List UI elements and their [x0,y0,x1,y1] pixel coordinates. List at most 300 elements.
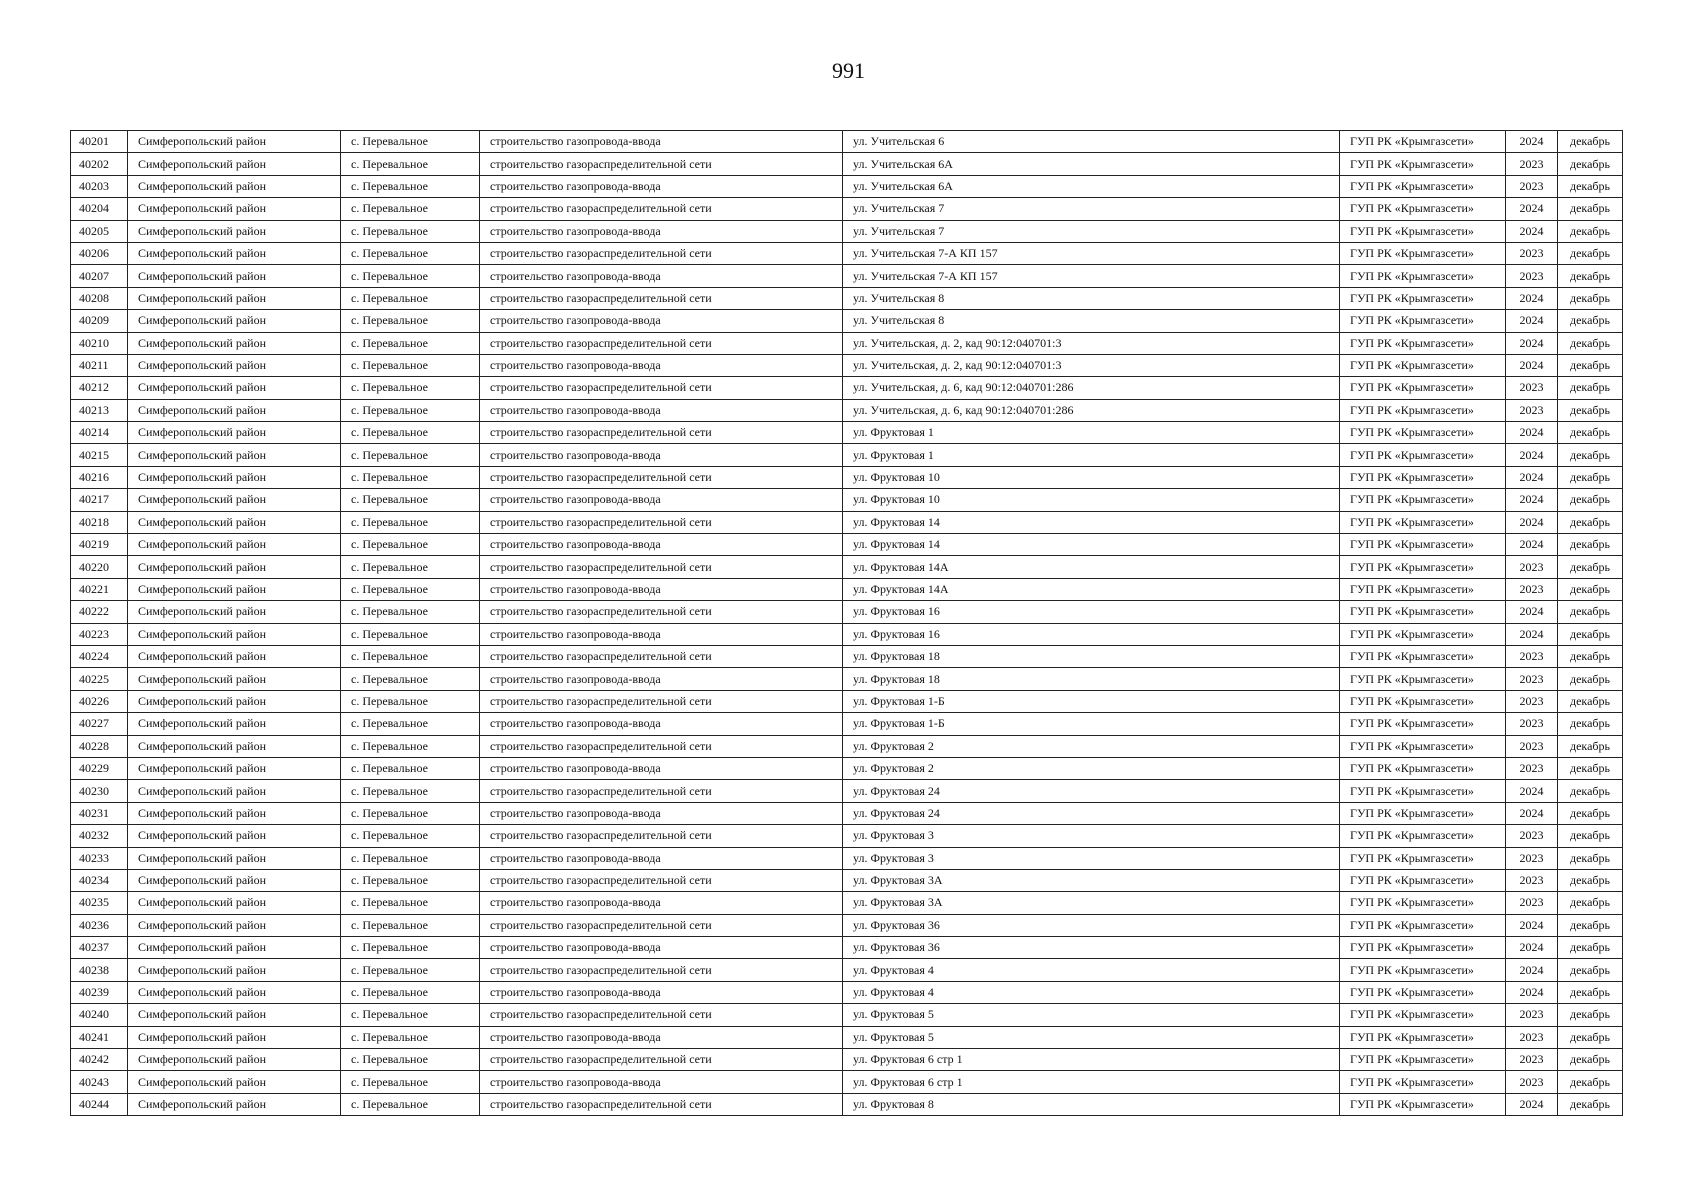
district-cell: Симферопольский район [128,444,341,466]
year-cell: 2024 [1506,601,1558,623]
settlement-cell: с. Перевальное [341,265,480,287]
month-cell: декабрь [1558,1004,1623,1026]
table-row [71,735,1623,757]
settlement-cell: с. Перевальное [341,242,480,264]
settlement-cell: с. Перевальное [341,377,480,399]
address-cell: ул. Фруктовая 3А [843,892,1340,914]
table-body [71,131,1623,1116]
settlement-cell: с. Перевальное [341,981,480,1003]
year-cell: 2023 [1506,556,1558,578]
month-cell: декабрь [1558,534,1623,556]
settlement-cell: с. Перевальное [341,399,480,421]
organization-cell: ГУП РК «Крымгазсети» [1340,623,1506,645]
month-cell: декабрь [1558,511,1623,533]
work-type-cell: строительство газопровода-ввода [480,847,843,869]
address-cell: ул. Учительская 8 [843,310,1340,332]
year-cell: 2023 [1506,668,1558,690]
row-number-cell: 40228 [71,735,128,757]
settlement-cell: с. Перевальное [341,914,480,936]
row-number-cell: 40215 [71,444,128,466]
table-row [71,981,1623,1003]
row-number-cell: 40233 [71,847,128,869]
address-cell: ул. Фруктовая 18 [843,645,1340,667]
district-cell: Симферопольский район [128,399,341,421]
year-cell: 2023 [1506,578,1558,600]
address-cell: ул. Фруктовая 14 [843,511,1340,533]
work-type-cell: строительство газораспределительной сети [480,332,843,354]
row-number-cell: 40226 [71,690,128,712]
table-row [71,713,1623,735]
work-type-cell: строительство газопровода-ввода [480,757,843,779]
month-cell: декабрь [1558,242,1623,264]
settlement-cell: с. Перевальное [341,869,480,891]
organization-cell: ГУП РК «Крымгазсети» [1340,937,1506,959]
work-type-cell: строительство газопровода-ввода [480,220,843,242]
month-cell: декабрь [1558,399,1623,421]
gasification-registry-table [70,130,1623,1116]
settlement-cell: с. Перевальное [341,131,480,153]
month-cell: декабрь [1558,131,1623,153]
table-row [71,175,1623,197]
table-row [71,466,1623,488]
month-cell: декабрь [1558,981,1623,1003]
month-cell: декабрь [1558,623,1623,645]
work-type-cell: строительство газопровода-ввода [480,892,843,914]
year-cell: 2023 [1506,265,1558,287]
settlement-cell: с. Перевальное [341,802,480,824]
year-cell: 2023 [1506,757,1558,779]
address-cell: ул. Фруктовая 1-Б [843,713,1340,735]
row-number-cell: 40203 [71,175,128,197]
month-cell: декабрь [1558,668,1623,690]
settlement-cell: с. Перевальное [341,534,480,556]
address-cell: ул. Фруктовая 3А [843,869,1340,891]
organization-cell: ГУП РК «Крымгазсети» [1340,153,1506,175]
address-cell: ул. Фруктовая 10 [843,466,1340,488]
table-row [71,668,1623,690]
year-cell: 2024 [1506,981,1558,1003]
address-cell: ул. Учительская, д. 6, кад 90:12:040701:286 [843,377,1340,399]
settlement-cell: с. Перевальное [341,1026,480,1048]
row-number-cell: 40240 [71,1004,128,1026]
district-cell: Симферопольский район [128,556,341,578]
district-cell: Симферопольский район [128,377,341,399]
organization-cell: ГУП РК «Крымгазсети» [1340,1071,1506,1093]
month-cell: декабрь [1558,914,1623,936]
district-cell: Симферопольский район [128,489,341,511]
district-cell: Симферопольский район [128,914,341,936]
month-cell: декабрь [1558,802,1623,824]
address-cell: ул. Фруктовая 14А [843,578,1340,600]
settlement-cell: с. Перевальное [341,310,480,332]
work-type-cell: строительство газопровода-ввода [480,802,843,824]
settlement-cell: с. Перевальное [341,444,480,466]
month-cell: декабрь [1558,869,1623,891]
table-row [71,332,1623,354]
row-number-cell: 40208 [71,287,128,309]
organization-cell: ГУП РК «Крымгазсети» [1340,892,1506,914]
organization-cell: ГУП РК «Крымгазсети» [1340,959,1506,981]
table-row [71,937,1623,959]
work-type-cell: строительство газопровода-ввода [480,578,843,600]
year-cell: 2024 [1506,332,1558,354]
year-cell: 2024 [1506,623,1558,645]
table-row [71,578,1623,600]
table-row [71,757,1623,779]
year-cell: 2024 [1506,287,1558,309]
district-cell: Симферопольский район [128,713,341,735]
district-cell: Симферопольский район [128,869,341,891]
settlement-cell: с. Перевальное [341,354,480,376]
organization-cell: ГУП РК «Крымгазсети» [1340,757,1506,779]
organization-cell: ГУП РК «Крымгазсети» [1340,534,1506,556]
district-cell: Симферопольский район [128,601,341,623]
work-type-cell: строительство газораспределительной сети [480,914,843,936]
row-number-cell: 40237 [71,937,128,959]
month-cell: декабрь [1558,287,1623,309]
settlement-cell: с. Перевальное [341,1071,480,1093]
organization-cell: ГУП РК «Крымгазсети» [1340,444,1506,466]
district-cell: Симферопольский район [128,578,341,600]
organization-cell: ГУП РК «Крымгазсети» [1340,601,1506,623]
settlement-cell: с. Перевальное [341,937,480,959]
table-row [71,534,1623,556]
settlement-cell: с. Перевальное [341,757,480,779]
district-cell: Симферопольский район [128,959,341,981]
table-row [71,422,1623,444]
address-cell: ул. Фруктовая 16 [843,601,1340,623]
row-number-cell: 40221 [71,578,128,600]
table-row [71,780,1623,802]
district-cell: Симферопольский район [128,287,341,309]
table-row [71,959,1623,981]
table-row [71,690,1623,712]
table-row [71,220,1623,242]
district-cell: Симферопольский район [128,847,341,869]
address-cell: ул. Учительская 7-А КП 157 [843,242,1340,264]
address-cell: ул. Фруктовая 1 [843,444,1340,466]
settlement-cell: с. Перевальное [341,332,480,354]
year-cell: 2023 [1506,645,1558,667]
work-type-cell: строительство газопровода-ввода [480,1026,843,1048]
district-cell: Симферопольский район [128,825,341,847]
organization-cell: ГУП РК «Крымгазсети» [1340,825,1506,847]
month-cell: декабрь [1558,310,1623,332]
address-cell: ул. Фруктовая 24 [843,780,1340,802]
month-cell: декабрь [1558,959,1623,981]
district-cell: Симферопольский район [128,690,341,712]
month-cell: декабрь [1558,578,1623,600]
work-type-cell: строительство газораспределительной сети [480,422,843,444]
address-cell: ул. Фруктовая 14 [843,534,1340,556]
table-row [71,1093,1623,1115]
organization-cell: ГУП РК «Крымгазсети» [1340,645,1506,667]
work-type-cell: строительство газопровода-ввода [480,310,843,332]
organization-cell: ГУП РК «Крымгазсети» [1340,511,1506,533]
year-cell: 2023 [1506,869,1558,891]
year-cell: 2024 [1506,780,1558,802]
year-cell: 2024 [1506,511,1558,533]
year-cell: 2024 [1506,489,1558,511]
district-cell: Симферопольский район [128,265,341,287]
table-row [71,623,1623,645]
address-cell: ул. Фруктовая 4 [843,959,1340,981]
table-row [71,914,1623,936]
table-row [71,131,1623,153]
address-cell: ул. Учительская 8 [843,287,1340,309]
row-number-cell: 40230 [71,780,128,802]
table-row [71,825,1623,847]
address-cell: ул. Фруктовая 3 [843,847,1340,869]
month-cell: декабрь [1558,601,1623,623]
district-cell: Симферопольский район [128,981,341,1003]
district-cell: Симферопольский район [128,466,341,488]
year-cell: 2024 [1506,1093,1558,1115]
work-type-cell: строительство газораспределительной сети [480,153,843,175]
district-cell: Симферопольский район [128,534,341,556]
work-type-cell: строительство газопровода-ввода [480,937,843,959]
organization-cell: ГУП РК «Крымгазсети» [1340,1004,1506,1026]
organization-cell: ГУП РК «Крымгазсети» [1340,489,1506,511]
organization-cell: ГУП РК «Крымгазсети» [1340,377,1506,399]
district-cell: Симферопольский район [128,310,341,332]
month-cell: декабрь [1558,466,1623,488]
work-type-cell: строительство газопровода-ввода [480,1071,843,1093]
row-number-cell: 40205 [71,220,128,242]
year-cell: 2023 [1506,847,1558,869]
month-cell: декабрь [1558,937,1623,959]
settlement-cell: с. Перевальное [341,780,480,802]
year-cell: 2023 [1506,399,1558,421]
address-cell: ул. Фруктовая 6 стр 1 [843,1071,1340,1093]
month-cell: декабрь [1558,780,1623,802]
work-type-cell: строительство газораспределительной сети [480,287,843,309]
address-cell: ул. Учительская, д. 2, кад 90:12:040701:3 [843,332,1340,354]
year-cell: 2024 [1506,131,1558,153]
work-type-cell: строительство газораспределительной сети [480,198,843,220]
district-cell: Симферопольский район [128,668,341,690]
table-row [71,444,1623,466]
settlement-cell: с. Перевальное [341,556,480,578]
district-cell: Симферопольский район [128,1026,341,1048]
month-cell: декабрь [1558,825,1623,847]
organization-cell: ГУП РК «Крымгазсети» [1340,175,1506,197]
month-cell: декабрь [1558,735,1623,757]
table-row [71,287,1623,309]
row-number-cell: 40204 [71,198,128,220]
row-number-cell: 40218 [71,511,128,533]
month-cell: декабрь [1558,153,1623,175]
district-cell: Симферопольский район [128,757,341,779]
work-type-cell: строительство газораспределительной сети [480,959,843,981]
table-row [71,153,1623,175]
year-cell: 2023 [1506,1026,1558,1048]
district-cell: Симферопольский район [128,242,341,264]
table-row [71,869,1623,891]
row-number-cell: 40229 [71,757,128,779]
month-cell: декабрь [1558,713,1623,735]
organization-cell: ГУП РК «Крымгазсети» [1340,399,1506,421]
row-number-cell: 40207 [71,265,128,287]
year-cell: 2024 [1506,959,1558,981]
address-cell: ул. Фруктовая 4 [843,981,1340,1003]
address-cell: ул. Фруктовая 36 [843,937,1340,959]
year-cell: 2023 [1506,1049,1558,1071]
row-number-cell: 40231 [71,802,128,824]
row-number-cell: 40201 [71,131,128,153]
row-number-cell: 40214 [71,422,128,444]
work-type-cell: строительство газопровода-ввода [480,489,843,511]
address-cell: ул. Фруктовая 1 [843,422,1340,444]
organization-cell: ГУП РК «Крымгазсети» [1340,668,1506,690]
settlement-cell: с. Перевальное [341,1049,480,1071]
settlement-cell: с. Перевальное [341,1093,480,1115]
work-type-cell: строительство газораспределительной сети [480,1004,843,1026]
row-number-cell: 40219 [71,534,128,556]
address-cell: ул. Фруктовая 8 [843,1093,1340,1115]
row-number-cell: 40235 [71,892,128,914]
table-row [71,847,1623,869]
address-cell: ул. Фруктовая 24 [843,802,1340,824]
work-type-cell: строительство газораспределительной сети [480,511,843,533]
address-cell: ул. Учительская, д. 6, кад 90:12:040701:286 [843,399,1340,421]
district-cell: Симферопольский район [128,131,341,153]
address-cell: ул. Учительская 7 [843,220,1340,242]
year-cell: 2024 [1506,198,1558,220]
organization-cell: ГУП РК «Крымгазсети» [1340,981,1506,1003]
row-number-cell: 40234 [71,869,128,891]
year-cell: 2024 [1506,354,1558,376]
organization-cell: ГУП РК «Крымгазсети» [1340,332,1506,354]
row-number-cell: 40238 [71,959,128,981]
work-type-cell: строительство газораспределительной сети [480,690,843,712]
table-row [71,601,1623,623]
row-number-cell: 40241 [71,1026,128,1048]
address-cell: ул. Фруктовая 1-Б [843,690,1340,712]
table-row [71,1026,1623,1048]
settlement-cell: с. Перевальное [341,735,480,757]
year-cell: 2024 [1506,534,1558,556]
district-cell: Симферопольский район [128,175,341,197]
work-type-cell: строительство газопровода-ввода [480,981,843,1003]
organization-cell: ГУП РК «Крымгазсети» [1340,780,1506,802]
work-type-cell: строительство газопровода-ввода [480,175,843,197]
month-cell: декабрь [1558,332,1623,354]
row-number-cell: 40217 [71,489,128,511]
address-cell: ул. Фруктовая 14А [843,556,1340,578]
page-number: 991 [832,58,865,83]
district-cell: Симферопольский район [128,892,341,914]
address-cell: ул. Учительская, д. 2, кад 90:12:040701:3 [843,354,1340,376]
table-row [71,242,1623,264]
work-type-cell: строительство газораспределительной сети [480,377,843,399]
address-cell: ул. Учительская 6А [843,175,1340,197]
address-cell: ул. Фруктовая 6 стр 1 [843,1049,1340,1071]
district-cell: Симферопольский район [128,1071,341,1093]
address-cell: ул. Учительская 7 [843,198,1340,220]
organization-cell: ГУП РК «Крымгазсети» [1340,690,1506,712]
address-cell: ул. Фруктовая 16 [843,623,1340,645]
month-cell: декабрь [1558,1049,1623,1071]
district-cell: Симферопольский район [128,1049,341,1071]
organization-cell: ГУП РК «Крымгазсети» [1340,802,1506,824]
work-type-cell: строительство газораспределительной сети [480,1093,843,1115]
district-cell: Симферопольский район [128,1093,341,1115]
month-cell: декабрь [1558,198,1623,220]
table-row [71,265,1623,287]
row-number-cell: 40227 [71,713,128,735]
settlement-cell: с. Перевальное [341,645,480,667]
organization-cell: ГУП РК «Крымгазсети» [1340,198,1506,220]
organization-cell: ГУП РК «Крымгазсети» [1340,847,1506,869]
settlement-cell: с. Перевальное [341,959,480,981]
month-cell: декабрь [1558,1093,1623,1115]
district-cell: Симферопольский район [128,153,341,175]
work-type-cell: строительство газораспределительной сети [480,242,843,264]
work-type-cell: строительство газораспределительной сети [480,601,843,623]
month-cell: декабрь [1558,847,1623,869]
settlement-cell: с. Перевальное [341,668,480,690]
settlement-cell: с. Перевальное [341,601,480,623]
year-cell: 2023 [1506,153,1558,175]
settlement-cell: с. Перевальное [341,623,480,645]
work-type-cell: строительство газораспределительной сети [480,869,843,891]
row-number-cell: 40220 [71,556,128,578]
row-number-cell: 40222 [71,601,128,623]
organization-cell: ГУП РК «Крымгазсети» [1340,287,1506,309]
month-cell: декабрь [1558,892,1623,914]
organization-cell: ГУП РК «Крымгазсети» [1340,556,1506,578]
month-cell: декабрь [1558,556,1623,578]
organization-cell: ГУП РК «Крымгазсети» [1340,735,1506,757]
district-cell: Симферопольский район [128,220,341,242]
year-cell: 2023 [1506,242,1558,264]
row-number-cell: 40202 [71,153,128,175]
address-cell: ул. Учительская 6А [843,153,1340,175]
organization-cell: ГУП РК «Крымгазсети» [1340,354,1506,376]
work-type-cell: строительство газопровода-ввода [480,713,843,735]
organization-cell: ГУП РК «Крымгазсети» [1340,220,1506,242]
work-type-cell: строительство газопровода-ввода [480,265,843,287]
table-row [71,489,1623,511]
work-type-cell: строительство газопровода-ввода [480,534,843,556]
year-cell: 2023 [1506,713,1558,735]
address-cell: ул. Фруктовая 2 [843,757,1340,779]
year-cell: 2024 [1506,914,1558,936]
year-cell: 2024 [1506,444,1558,466]
settlement-cell: с. Перевальное [341,511,480,533]
work-type-cell: строительство газопровода-ввода [480,131,843,153]
year-cell: 2023 [1506,1071,1558,1093]
row-number-cell: 40236 [71,914,128,936]
work-type-cell: строительство газораспределительной сети [480,825,843,847]
district-cell: Симферопольский район [128,1004,341,1026]
settlement-cell: с. Перевальное [341,892,480,914]
table-row [71,1071,1623,1093]
settlement-cell: с. Перевальное [341,220,480,242]
organization-cell: ГУП РК «Крымгазсети» [1340,1026,1506,1048]
year-cell: 2024 [1506,802,1558,824]
row-number-cell: 40211 [71,354,128,376]
settlement-cell: с. Перевальное [341,713,480,735]
district-cell: Симферопольский район [128,354,341,376]
year-cell: 2023 [1506,735,1558,757]
district-cell: Симферопольский район [128,802,341,824]
table-row [71,399,1623,421]
table-row [71,354,1623,376]
year-cell: 2023 [1506,892,1558,914]
table-row [71,892,1623,914]
